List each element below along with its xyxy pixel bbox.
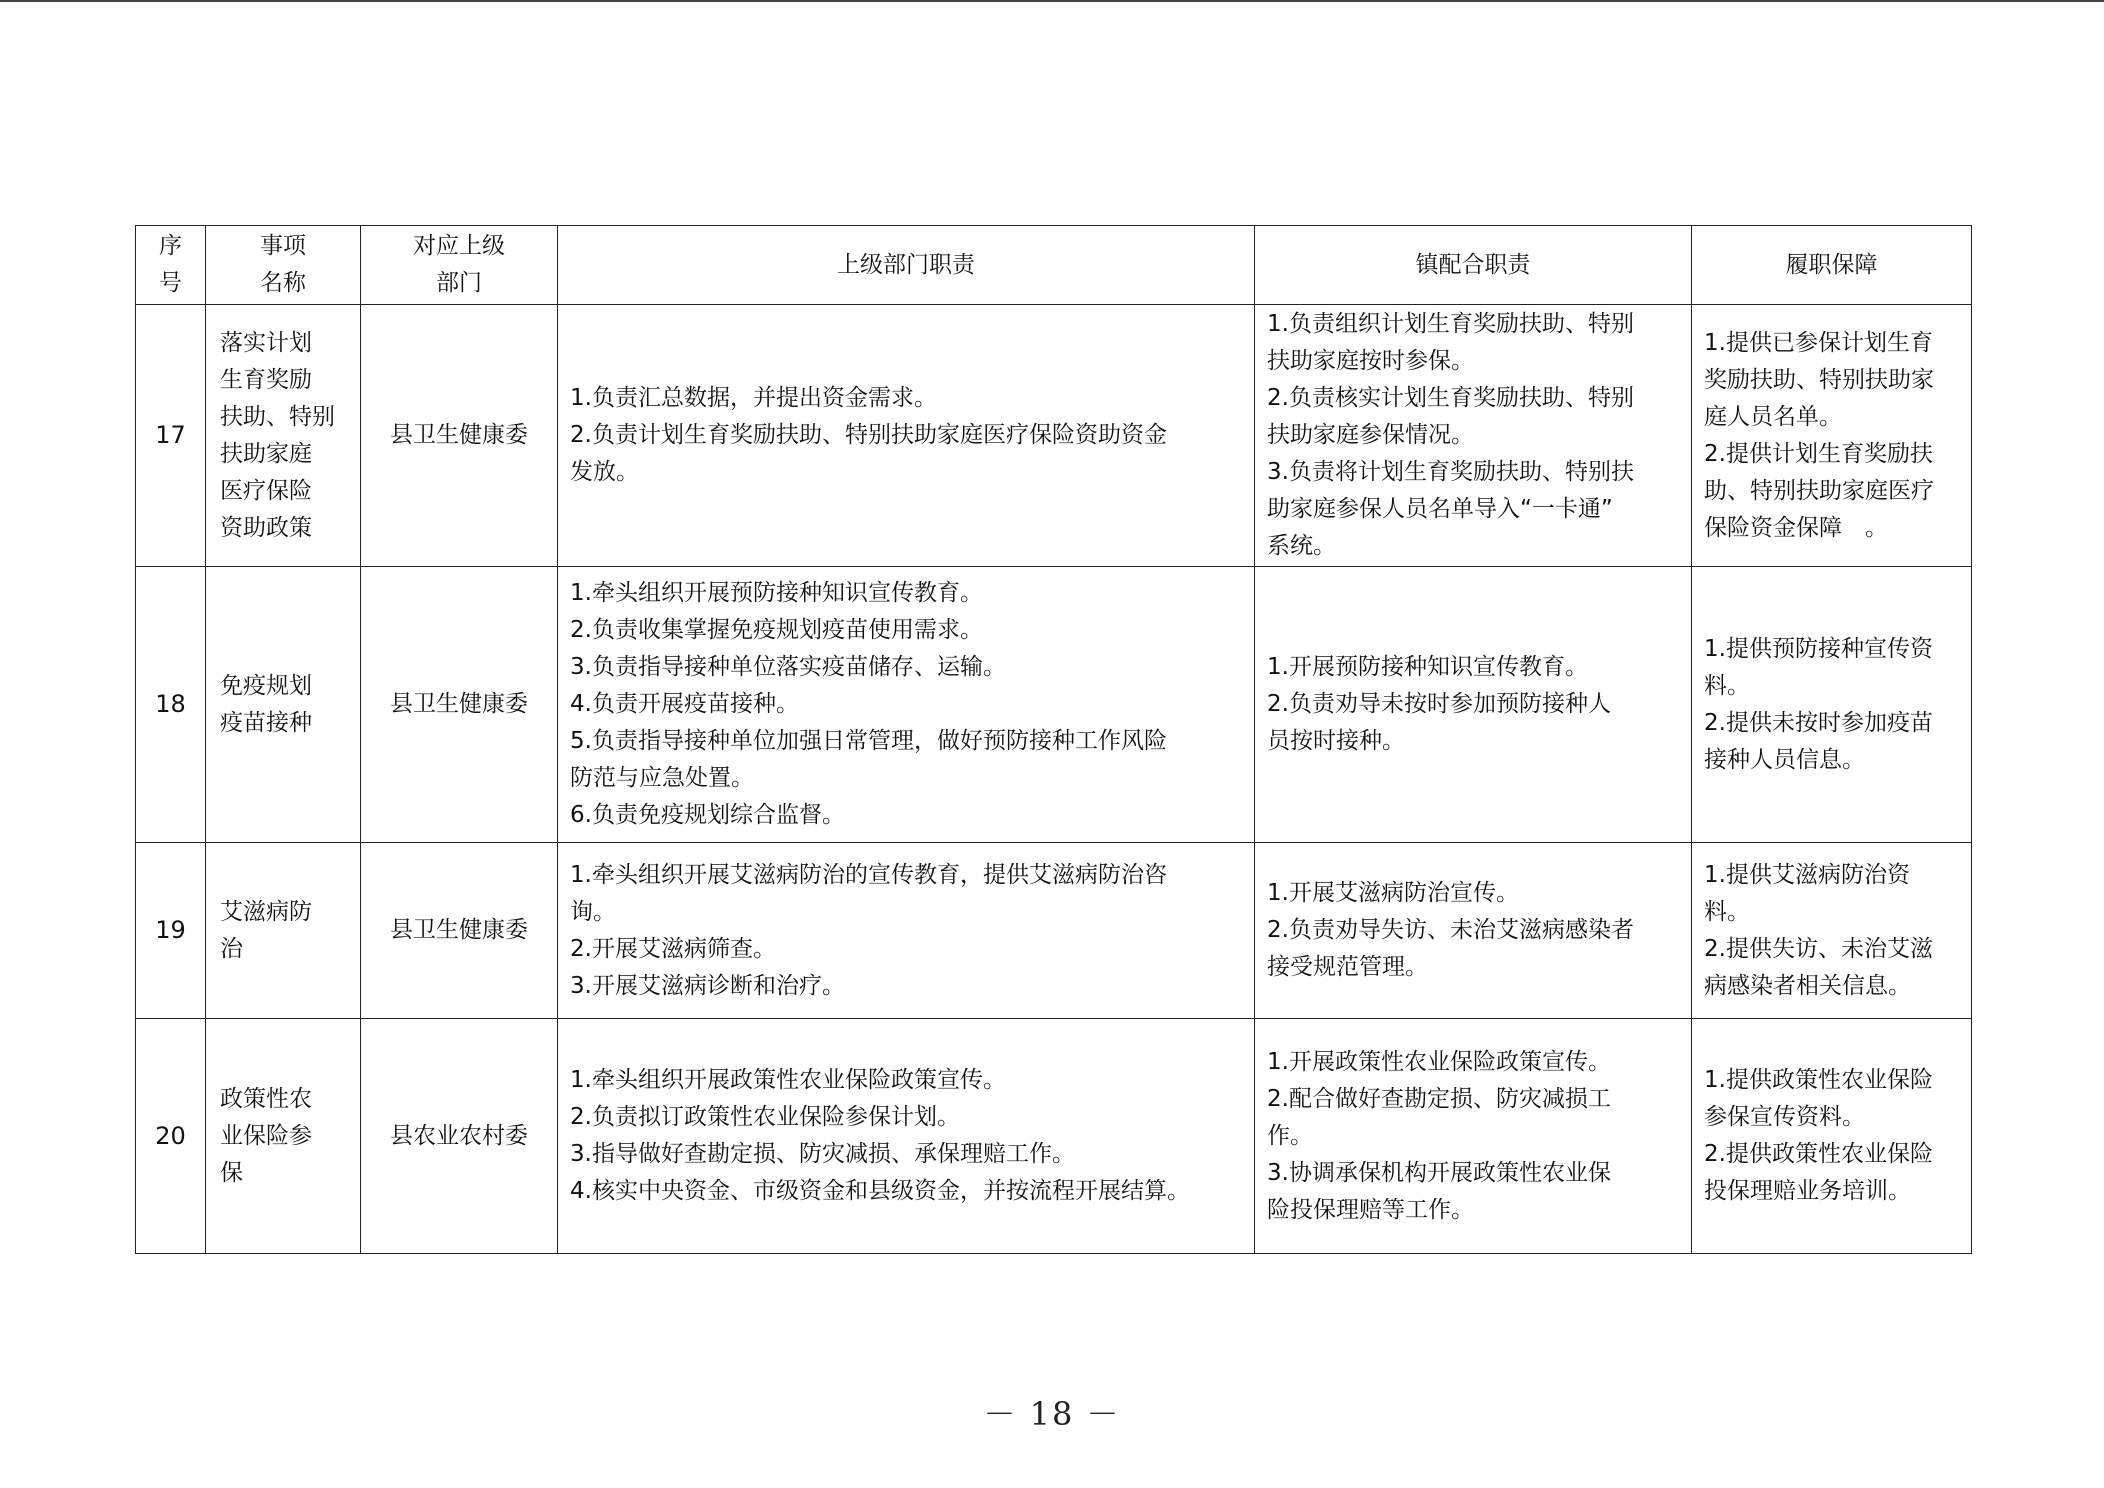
cell-line: 料。 xyxy=(1704,898,1750,925)
cell-line: 3.协调承保机构开展政策性农业保 xyxy=(1267,1159,1611,1186)
header-line: 事项 xyxy=(260,233,306,259)
row-name-cell xyxy=(206,305,361,567)
cell-line: 3.指导做好查勘定损、防灾减损、承保理赔工作。 xyxy=(570,1141,1075,1167)
header-line: 序 xyxy=(159,233,182,259)
cell-line: 免疫规划 xyxy=(220,672,312,699)
cell-line: 2.提供政策性农业保险 xyxy=(1704,1141,1933,1167)
cell-line: 1.开展政策性农业保险政策宣传。 xyxy=(1267,1048,1611,1075)
cell-line: 政策性农 xyxy=(220,1085,312,1112)
row-seq-cell: 17 xyxy=(136,305,206,567)
cell-line: 业保险参 xyxy=(220,1122,312,1149)
header-upper-duties xyxy=(558,226,1255,305)
row-town-duties-cell xyxy=(1255,305,1692,567)
cell-line: 作。 xyxy=(1267,1122,1313,1149)
cell-line: 投保理赔业务培训。 xyxy=(1704,1178,1911,1204)
cell-line: 保 xyxy=(220,1159,243,1186)
header-town-duties xyxy=(1255,226,1692,305)
header-line: 部门 xyxy=(436,270,482,296)
table-row xyxy=(136,567,1972,843)
cell-line: 险投保理赔等工作。 xyxy=(1267,1196,1474,1223)
cell-line: 接受规范管理。 xyxy=(1267,954,1428,980)
cell-line: 2.负责计划生育奖励扶助、特别扶助家庭医疗保险资助资金 xyxy=(570,422,1167,448)
header-line: 对应上级 xyxy=(413,233,505,259)
cell-line: 落实计划 xyxy=(220,329,312,356)
cell-line: 1.提供预防接种宣传资 xyxy=(1704,635,1933,662)
header-seq xyxy=(136,226,206,305)
row-upper-duties-cell xyxy=(558,1019,1255,1254)
cell-line: 保险资金保障 。 xyxy=(1704,514,1888,541)
cell-line: 艾滋病防 xyxy=(220,898,312,925)
cell-line: 5.负责指导接种单位加强日常管理，做好预防接种工作风险 xyxy=(570,728,1167,754)
row-upper-duties-cell xyxy=(558,567,1255,843)
cell-line: 4.负责开展疫苗接种。 xyxy=(570,691,799,717)
table-row xyxy=(136,843,1972,1019)
row-seq-cell: 20 xyxy=(136,1019,206,1254)
table-row xyxy=(136,305,1972,567)
cell-line: 1.负责汇总数据，并提出资金需求。 xyxy=(570,385,937,411)
cell-line: 2.负责核实计划生育奖励扶助、特别 xyxy=(1267,385,1634,411)
cell-line: 3.负责将计划生育奖励扶助、特别扶 xyxy=(1267,459,1634,485)
row-name-cell xyxy=(206,1019,361,1254)
cell-line: 扶助家庭按时参保。 xyxy=(1267,348,1474,374)
row-dept-cell: 县卫生健康委 xyxy=(361,843,558,1019)
row-upper-duties-cell xyxy=(558,305,1255,567)
row-dept-cell: 县农业农村委 xyxy=(361,1019,558,1254)
cell-line: 2.开展艾滋病筛查。 xyxy=(570,935,776,962)
cell-line: 生育奖励 xyxy=(220,366,312,393)
page-number: － 18 － xyxy=(983,1395,1121,1433)
cell-line: 1.开展艾滋病防治宣传。 xyxy=(1267,880,1519,906)
row-guarantee-cell xyxy=(1692,305,1972,567)
cell-line: 1.牵头组织开展预防接种知识宣传教育。 xyxy=(570,580,983,606)
row-dept-cell: 县卫生健康委 xyxy=(361,567,558,843)
cell-line: 扶助家庭 xyxy=(220,440,312,467)
cell-line: 1.牵头组织开展艾滋病防治的宣传教育，提供艾滋病防治咨 xyxy=(570,861,1167,888)
header-item-name xyxy=(206,226,361,305)
row-upper-duties-cell xyxy=(558,843,1255,1019)
cell-line: 2.负责拟订政策性农业保险参保计划。 xyxy=(570,1104,960,1130)
cell-line: 1.提供艾滋病防治资 xyxy=(1704,861,1910,888)
cell-line: 1.负责组织计划生育奖励扶助、特别 xyxy=(1267,311,1634,337)
cell-line: 助、特别扶助家庭医疗 xyxy=(1704,477,1934,504)
header-line: 镇配合职责 xyxy=(1415,251,1531,278)
header-line: 履职保障 xyxy=(1785,251,1878,278)
cell-line: 1.提供政策性农业保险 xyxy=(1704,1067,1933,1093)
cell-line: 参保宣传资料。 xyxy=(1704,1104,1865,1130)
duty-table xyxy=(135,225,1972,1254)
cell-line: 接种人员信息。 xyxy=(1704,746,1865,773)
cell-line: 2.提供失访、未治艾滋 xyxy=(1704,935,1933,962)
header-line: 号 xyxy=(159,270,182,296)
cell-line: 助家庭参保人员名单导入“一卡通” xyxy=(1267,496,1613,522)
table-row xyxy=(136,1019,1972,1254)
cell-line: 系统。 xyxy=(1267,533,1336,559)
cell-line: 2.提供未按时参加疫苗 xyxy=(1704,709,1933,736)
cell-line: 发放。 xyxy=(570,459,639,485)
cell-line: 1.开展预防接种知识宣传教育。 xyxy=(1267,654,1588,680)
table-header-row xyxy=(136,226,1972,305)
cell-line: 扶助家庭参保情况。 xyxy=(1267,422,1474,448)
row-dept-cell: 县卫生健康委 xyxy=(361,305,558,567)
cell-line: 4.核实中央资金、市级资金和县级资金，并按流程开展结算。 xyxy=(570,1178,1190,1204)
cell-line: 询。 xyxy=(570,898,616,925)
row-guarantee-cell xyxy=(1692,567,1972,843)
cell-line: 6.负责免疫规划综合监督。 xyxy=(570,802,845,828)
row-town-duties-cell xyxy=(1255,1019,1692,1254)
row-town-duties-cell xyxy=(1255,843,1692,1019)
cell-line: 2.负责劝导失访、未治艾滋病感染者 xyxy=(1267,917,1634,943)
header-upper-dept xyxy=(361,226,558,305)
cell-line: 医疗保险 xyxy=(220,477,312,504)
row-guarantee-cell xyxy=(1692,1019,1972,1254)
cell-line: 2.提供计划生育奖励扶 xyxy=(1704,440,1933,467)
cell-line: 治 xyxy=(220,935,243,962)
row-name-cell xyxy=(206,567,361,843)
cell-line: 防范与应急处置。 xyxy=(570,765,754,791)
row-name-cell xyxy=(206,843,361,1019)
cell-line: 2.负责劝导未按时参加预防接种人 xyxy=(1267,691,1611,717)
header-line: 名称 xyxy=(260,270,306,296)
cell-line: 3.负责指导接种单位落实疫苗储存、运输。 xyxy=(570,654,1006,680)
row-guarantee-cell xyxy=(1692,843,1972,1019)
cell-line: 3.开展艾滋病诊断和治疗。 xyxy=(570,972,845,999)
cell-line: 扶助、特别 xyxy=(220,403,335,430)
header-guarantee xyxy=(1692,226,1972,305)
cell-line: 疫苗接种 xyxy=(220,709,312,736)
cell-line: 1.提供已参保计划生育 xyxy=(1704,329,1933,356)
cell-line: 料。 xyxy=(1704,672,1750,699)
cell-line: 员按时接种。 xyxy=(1267,728,1405,754)
cell-line: 资助政策 xyxy=(220,514,312,541)
cell-line: 病感染者相关信息。 xyxy=(1704,972,1911,999)
row-seq-cell: 18 xyxy=(136,567,206,843)
cell-line: 奖励扶助、特别扶助家 xyxy=(1704,366,1934,393)
top-border-line xyxy=(0,0,2104,2)
cell-line: 2.配合做好查勘定损、防灾减损工 xyxy=(1267,1085,1611,1112)
header-line: 上级部门职责 xyxy=(837,251,975,278)
cell-line: 1.牵头组织开展政策性农业保险政策宣传。 xyxy=(570,1067,1006,1093)
cell-line: 庭人员名单。 xyxy=(1704,403,1842,430)
row-seq-cell: 19 xyxy=(136,843,206,1019)
row-town-duties-cell xyxy=(1255,567,1692,843)
cell-line: 2.负责收集掌握免疫规划疫苗使用需求。 xyxy=(570,617,983,643)
